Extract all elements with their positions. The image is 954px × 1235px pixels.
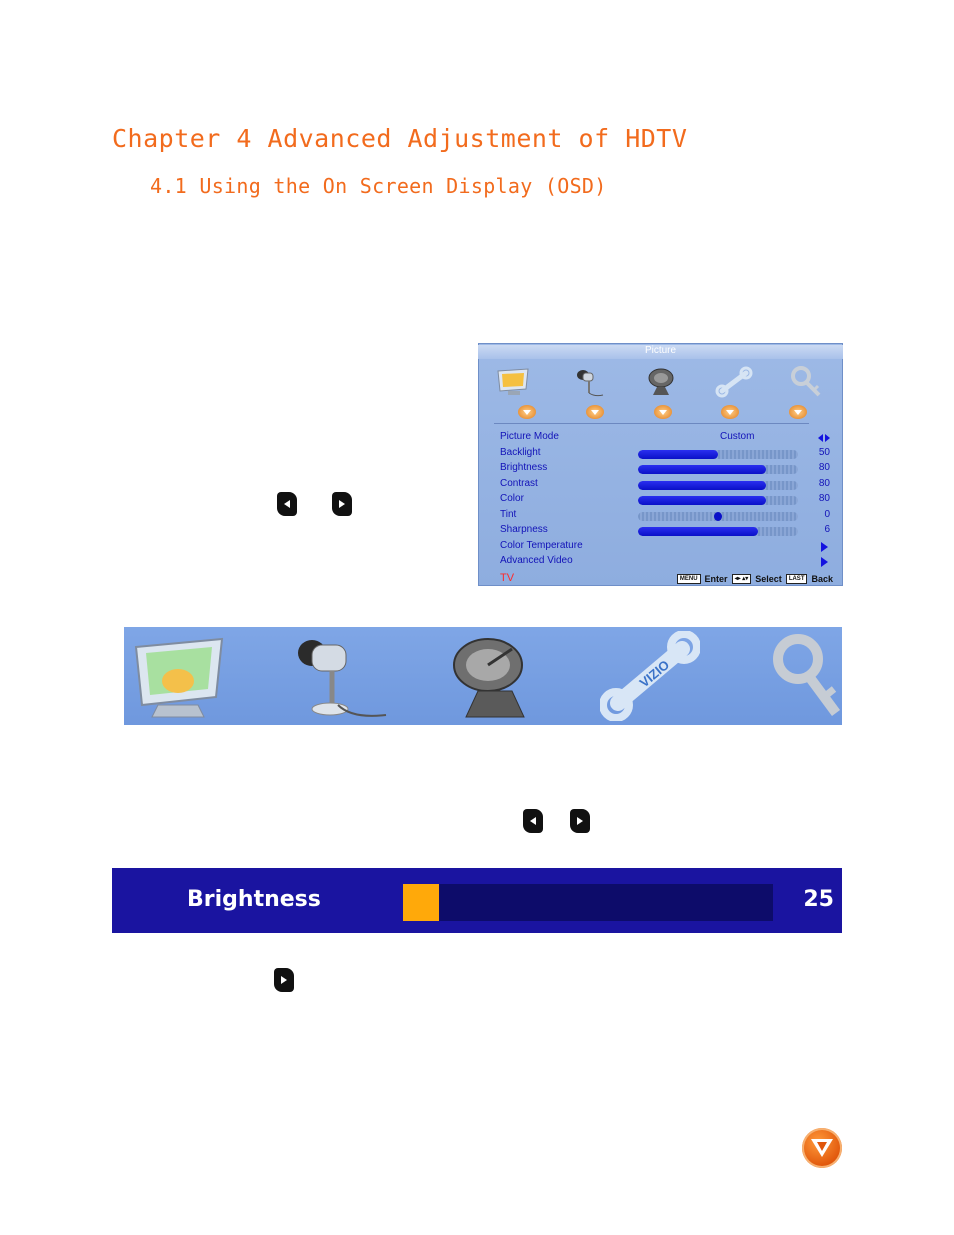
last-button-icon: LAST [786, 574, 808, 584]
osd-footer [478, 572, 843, 586]
menu-button-icon: MENU [677, 574, 701, 584]
brightness-slider[interactable] [403, 884, 773, 921]
osd-row-label: Backlight [500, 446, 541, 458]
microphone-icon[interactable] [282, 631, 392, 721]
tv-icon[interactable] [128, 631, 228, 721]
osd-row[interactable] [500, 447, 830, 462]
left-arrow-key-icon [277, 492, 297, 516]
slider-fill [638, 450, 718, 459]
satellite-dish-icon[interactable] [641, 365, 681, 399]
brightness-label: Brightness [187, 887, 321, 912]
brightness-slider-fill [403, 884, 439, 921]
right-arrow-key-icon [332, 492, 352, 516]
osd-row-label: Color [500, 493, 524, 504]
osd-row-mode: Custom [720, 431, 755, 442]
submenu-arrow-icon[interactable] [821, 542, 828, 552]
right-arrow-key-icon [570, 809, 590, 833]
brightness-value: 25 [803, 887, 834, 912]
osd-row[interactable] [500, 509, 830, 524]
osd-row[interactable] [500, 555, 830, 570]
osd-row[interactable] [500, 524, 830, 539]
key-icon[interactable] [787, 365, 827, 399]
osd-row-value: 6 [824, 524, 830, 535]
input-source-label: TV [500, 572, 515, 584]
osd-row-slider[interactable] [638, 496, 798, 505]
select-hint: Select [755, 574, 782, 584]
back-hint: Back [811, 574, 833, 584]
microphone-icon[interactable] [567, 365, 607, 399]
section-heading: 4.1 Using the On Screen Display (OSD) [150, 174, 607, 198]
chapter-heading: Chapter 4 Advanced Adjustment of HDTV [112, 124, 688, 153]
brightness-adjust-bar [112, 868, 842, 933]
key-icon[interactable] [762, 631, 842, 721]
chevron-down-icon[interactable] [789, 405, 807, 419]
osd-down-arrows [518, 405, 807, 419]
osd-row-slider[interactable] [638, 527, 798, 536]
chevron-down-icon[interactable] [586, 405, 604, 419]
osd-row-label: Advanced Video [500, 555, 573, 566]
osd-title: Picture [478, 345, 843, 359]
right-arrow-key-icon [274, 968, 294, 992]
osd-row-value: 80 [818, 462, 830, 473]
chevron-down-icon[interactable] [518, 405, 536, 419]
osd-row[interactable] [500, 462, 830, 477]
osd-row-label: Contrast [500, 477, 538, 489]
enter-hint: Enter [704, 574, 728, 584]
osd-picture-menu [478, 343, 843, 586]
osd-row-value: 50 [818, 446, 830, 458]
left-arrow-key-icon [523, 809, 543, 833]
osd-row-label: Brightness [500, 462, 548, 473]
osd-row-slider[interactable] [638, 481, 798, 490]
osd-row-label: Color Temperature [500, 539, 583, 551]
menu-icon-band [124, 627, 842, 725]
osd-menu-icons [494, 365, 827, 401]
osd-row-slider[interactable] [638, 512, 798, 521]
slider-knob[interactable] [714, 512, 722, 521]
wrench-icon[interactable] [714, 365, 754, 399]
osd-row[interactable] [500, 493, 830, 508]
slider-fill [638, 527, 758, 536]
chevron-down-icon[interactable] [721, 405, 739, 419]
navigation-arrows-icon: ◂▸ ▴▾ [732, 574, 752, 584]
osd-row[interactable] [500, 540, 830, 555]
osd-row-slider[interactable] [638, 450, 798, 459]
osd-divider [494, 423, 809, 424]
slider-fill [638, 465, 766, 474]
tv-icon[interactable] [494, 365, 534, 399]
satellite-dish-icon[interactable] [442, 631, 542, 721]
slider-fill [638, 496, 766, 505]
wrench-icon[interactable] [600, 631, 700, 721]
vizio-logo-icon [802, 1128, 842, 1168]
osd-row-value: 0 [824, 508, 830, 520]
osd-row-value: 80 [818, 493, 830, 504]
osd-row-slider[interactable] [638, 465, 798, 474]
chevron-down-icon[interactable] [654, 405, 672, 419]
svg-text:VIZIO: VIZIO [636, 657, 673, 691]
osd-row-label: Sharpness [500, 524, 548, 535]
osd-row[interactable] [500, 478, 830, 493]
left-right-arrows-icon[interactable] [818, 434, 830, 442]
osd-row-label: Picture Mode [500, 431, 559, 442]
osd-row-value: 80 [818, 477, 830, 489]
osd-row[interactable] [500, 431, 830, 446]
slider-fill [638, 481, 766, 490]
submenu-arrow-icon[interactable] [821, 557, 828, 567]
osd-row-label: Tint [500, 508, 517, 520]
